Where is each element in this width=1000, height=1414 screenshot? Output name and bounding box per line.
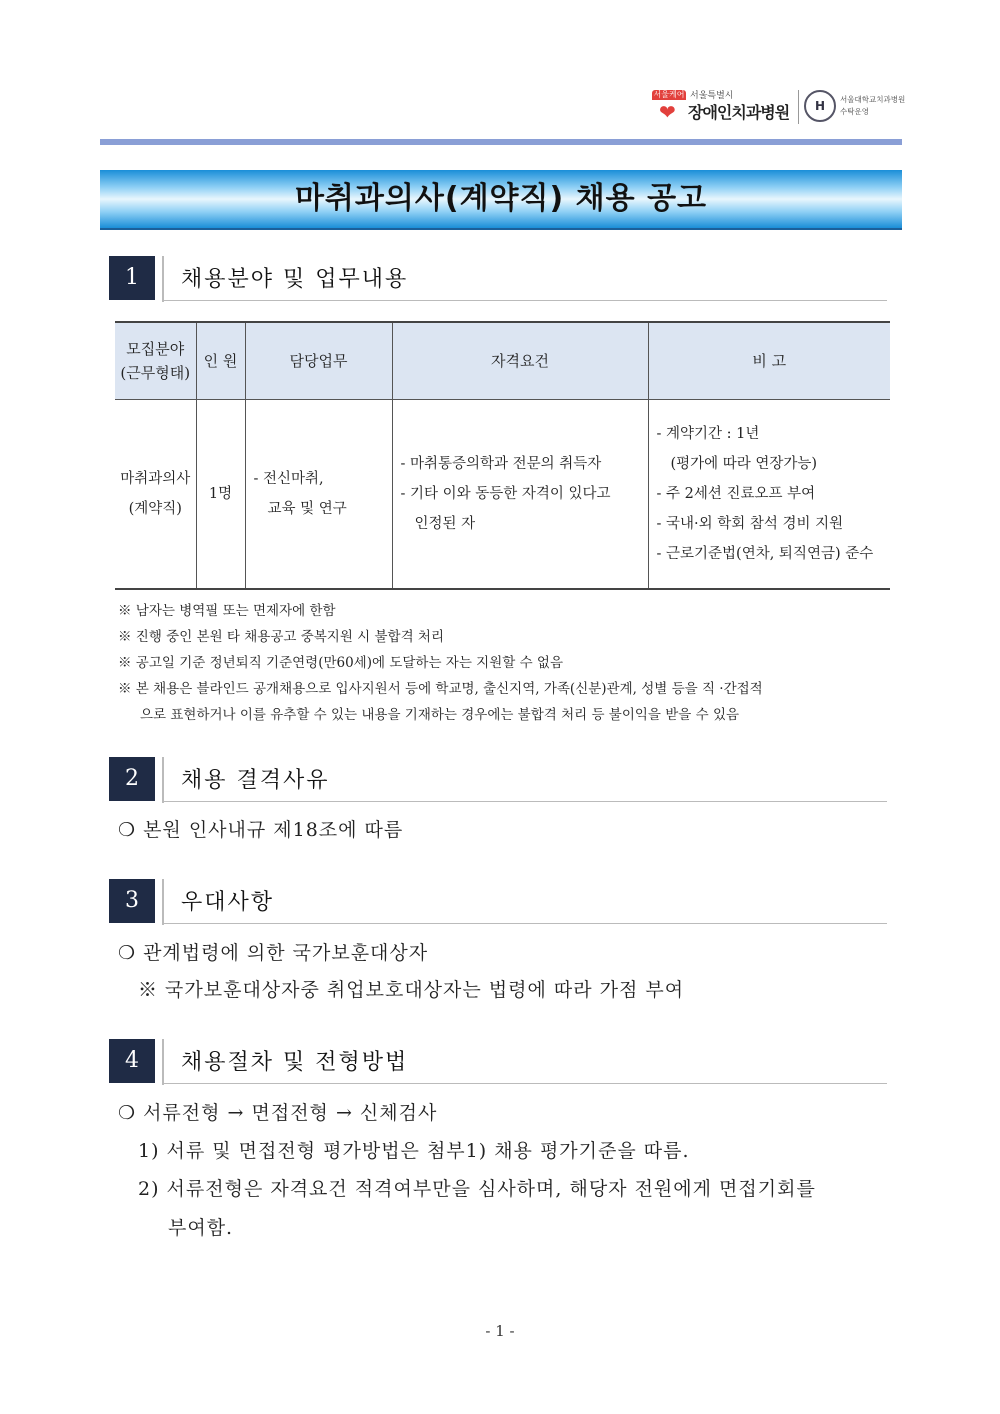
procedure-item-1: 1) 서류 및 면접전형 평가방법은 첨부1) 채용 평가기준을 따름. xyxy=(138,1140,690,1162)
note-4-cont: 으로 표현하거나 이를 유추할 수 있는 내용을 기재하는 경우에는 불합격 처리 등 불이익을 받을 수 있음 xyxy=(140,707,740,723)
logo-side-text xyxy=(840,94,910,118)
note-4: ※ 본 채용은 블라인드 공개채용으로 입사지원서 등에 학교명, 출신지역, 가족(신분)관계, 성별 등을 직 ·간접적 xyxy=(118,681,763,697)
procedure-text: ❍ 서류전형 → 면접전형 → 신체검사 xyxy=(118,1102,438,1124)
disqualification-text: ❍ 본원 인사내규 제18조에 따름 xyxy=(118,819,404,841)
logo-tag: 서울케어 xyxy=(653,90,685,99)
note-3: ※ 공고일 기준 정년퇴직 기준연령(만60세)에 도달하는 자는 지원할 수 없음 xyxy=(118,655,563,671)
section-header-2 xyxy=(109,757,889,803)
cell-remarks: - 계약기간 : 1년 (평가에 따라 연장가능) - 주 2세션 진료오프 부여 - 국내·외 학회 참석 경비 지원 - 근로기준법(연차, 퇴직연금) 준수 xyxy=(648,400,890,590)
top-rule xyxy=(100,139,902,145)
logo-subtitle: 서울특별시 xyxy=(690,91,734,101)
section-title: 채용 결격사유 xyxy=(181,768,330,793)
note-2: ※ 진행 중인 본원 타 채용공고 중복지원 시 불합격 처리 xyxy=(118,629,444,645)
header-field: 모집분야 (근무형태) xyxy=(115,322,196,400)
cell-count: 1명 xyxy=(196,400,245,590)
page-title: 마취과의사(계약직) 채용 공고 xyxy=(294,181,708,216)
title-banner xyxy=(100,170,902,230)
page-number: - 1 - xyxy=(485,1322,515,1340)
note-1: ※ 남자는 병역필 또는 면제자에 한함 xyxy=(118,603,336,619)
cell-field: 마취과의사 (계약직) xyxy=(120,471,191,517)
cell-duty: - 전신마취, 교육 및 연구 xyxy=(245,400,392,590)
section-title: 우대사항 xyxy=(181,890,275,915)
university-seal-icon: H xyxy=(804,90,836,122)
hospital-logo xyxy=(652,88,904,128)
logo-divider xyxy=(798,90,799,124)
section-header-3 xyxy=(109,879,889,925)
procedure-item-2: 2) 서류전형은 자격요건 적격여부만을 심사하며, 해당자 전원에게 면접기회를 xyxy=(138,1178,816,1200)
logo-name: 장애인치과병원 xyxy=(688,103,790,122)
preference-note: ※ 국가보훈대상자중 취업보호대상자는 법령에 따라 가점 부여 xyxy=(138,979,685,1001)
logo-side-line-2: 수탁운영 xyxy=(840,107,869,116)
preference-text: ❍ 관계법령에 의한 국가보훈대상자 xyxy=(118,942,429,964)
table-header-row xyxy=(115,322,890,400)
header-count: 인 원 xyxy=(196,322,245,400)
section-title: 채용절차 및 전형방법 xyxy=(181,1050,409,1075)
table-row xyxy=(115,400,890,590)
heart-logo-icon: 서울케어 ❤ xyxy=(653,90,685,124)
section-header-1 xyxy=(109,256,889,302)
cell-qualification: - 마취통증의학과 전문의 취득자 - 기타 이와 동등한 자격이 있다고 인정된 자 xyxy=(392,400,648,590)
section-number: 3 xyxy=(109,879,155,923)
section-title: 채용분야 및 업무내용 xyxy=(181,267,409,292)
header-qualification: 자격요건 xyxy=(392,322,648,400)
header-duty: 담당업무 xyxy=(245,322,392,400)
recruitment-table xyxy=(115,321,890,590)
header-remarks: 비 고 xyxy=(648,322,890,400)
procedure-item-2-cont: 부여함. xyxy=(168,1217,234,1239)
section-number: 1 xyxy=(109,256,155,300)
section-number: 2 xyxy=(109,757,155,801)
logo-side-line-1: 서울대학교치과병원 xyxy=(840,95,906,104)
section-header-4 xyxy=(109,1039,889,1085)
section-number: 4 xyxy=(109,1039,155,1083)
